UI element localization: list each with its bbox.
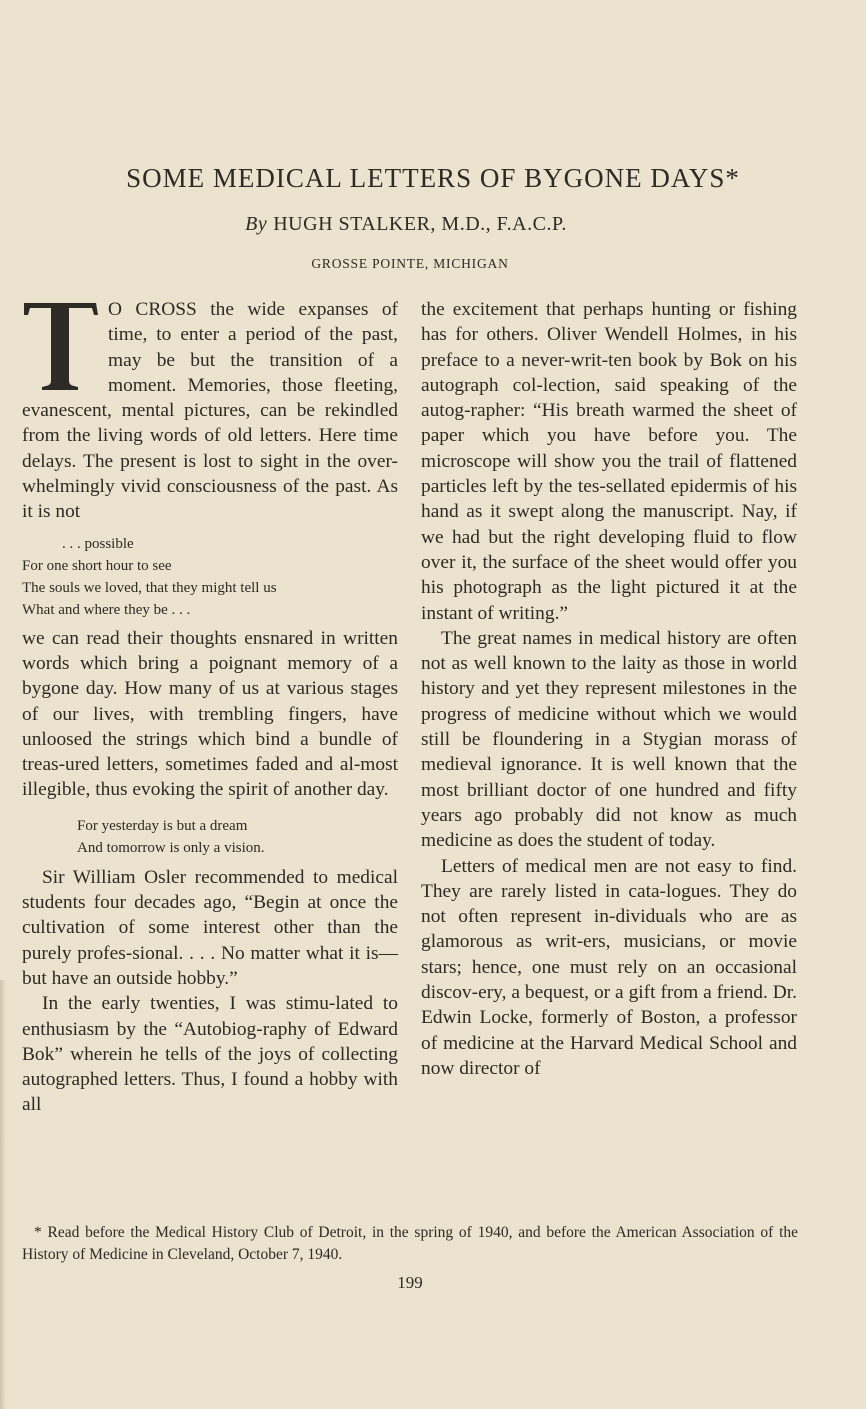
verse-line: The souls we loved, that they might tell us (22, 579, 277, 596)
footnote (22, 1222, 798, 1266)
right-column (421, 297, 797, 1081)
paragraph: the excitement that perhaps hunting or fishing has for others. Oliver Wendell Holmes, in his preface to a never-writ-ten book by Bok on his autograph col-lection, said speaking of the autog-rapher: “His breath warmed the sheet of paper which you have before you. The microscope will show you the trail of flattened particles left by the tes-sellated epidermis of his hand as it swept along the manuscript. Nay, if we had but the right developing fluid to flow over it, the surface of the sheet would offer you his photograph as the light pictured it at the instant of writing.” (421, 299, 797, 624)
verse-quote (22, 533, 398, 621)
drop-cap-letter (22, 299, 100, 391)
paragraph: we can read their thoughts ensnared in written words which bring a poignant memory of a bygone day. How many of us at various stages of our lives, with trembling fingers, have unloosed the strings which bind a bundle of treas-ured letters, sometimes faded and al-most illegible, thus evoking the spirit of another day. (22, 627, 398, 801)
author-location: GROSSE POINTE, MICHIGAN (311, 256, 509, 271)
footnote-marker: * (34, 1224, 42, 1241)
paragraph: Sir William Osler recommended to medical students four decades ago, “Begin at once the cultivation of some interest other than the purely profes-sional. . . . No matter what it is—but have an outside hobby.” (22, 866, 398, 989)
paragraph: The great names in medical history are often not as well known to the laity as those in world history and yet they represent milestones in the progress of medicine without which we would still be floundering in a Stygian morass of medieval ignorance. It is well known that the most brilliant doctor of one hundred and fifty years ago probably did not know as much medicine as does the student of today. (421, 627, 797, 852)
footnote-text: Read before the Medical History Club of Detroit, in the spring of 1940, and before the American Association of the History of Medicine in Cleveland, October 7, 1940. (22, 1224, 799, 1263)
drop-cap-glyph (22, 299, 100, 391)
verse-line: And tomorrow is only a vision. (77, 839, 265, 856)
left-column (22, 297, 398, 1118)
opening-paragraph-block (22, 297, 398, 525)
verse-line: What and where they be . . . (22, 601, 191, 618)
page-edge-shadow (0, 980, 6, 1409)
verse-line: For yesterday is but a dream (77, 817, 248, 834)
verse-line: . . . possible (62, 535, 134, 552)
article-byline (0, 213, 812, 236)
page-number: 199 (397, 1273, 423, 1292)
paragraph: O CROSS the wide expanses of time, to enter a period of the past, may be but the transition of a moment. Memories, those fleeting, evanescent, mental pictures, can be rekindled from the living words of old letters. Here time delays. The present is lost to sight in the over-whelmingly vivid consciousness of the past. As it is not (22, 299, 398, 523)
article-title: SOME MEDICAL LETTERS OF BYGONE DAYS* (126, 163, 740, 193)
paragraph: In the early twenties, I was stimu-lated to enthusiasm by the “Autobiog-raphy of Edward Bok” wherein he tells of the joys of collecting autographed letters. Thus, I found a hobby with all (22, 993, 398, 1116)
verse-quote (22, 815, 398, 859)
byline-prefix: By (245, 213, 268, 235)
paragraph: Letters of medical men are not easy to find. They are rarely listed in cata-logues. They do not often represent in-dividuals who are as glamorous as writ-ers, musicians, or movie stars; hence, one must rely on an occasional discov-ery, a bequest, or a gift from a friend. Dr. Edwin Locke, formerly of Boston, a professor of medicine at the Harvard Medical School and now director of (421, 855, 797, 1079)
verse-line: For one short hour to see (22, 557, 172, 574)
byline-author: HUGH STALKER, M.D., F.A.C.P. (273, 213, 567, 235)
